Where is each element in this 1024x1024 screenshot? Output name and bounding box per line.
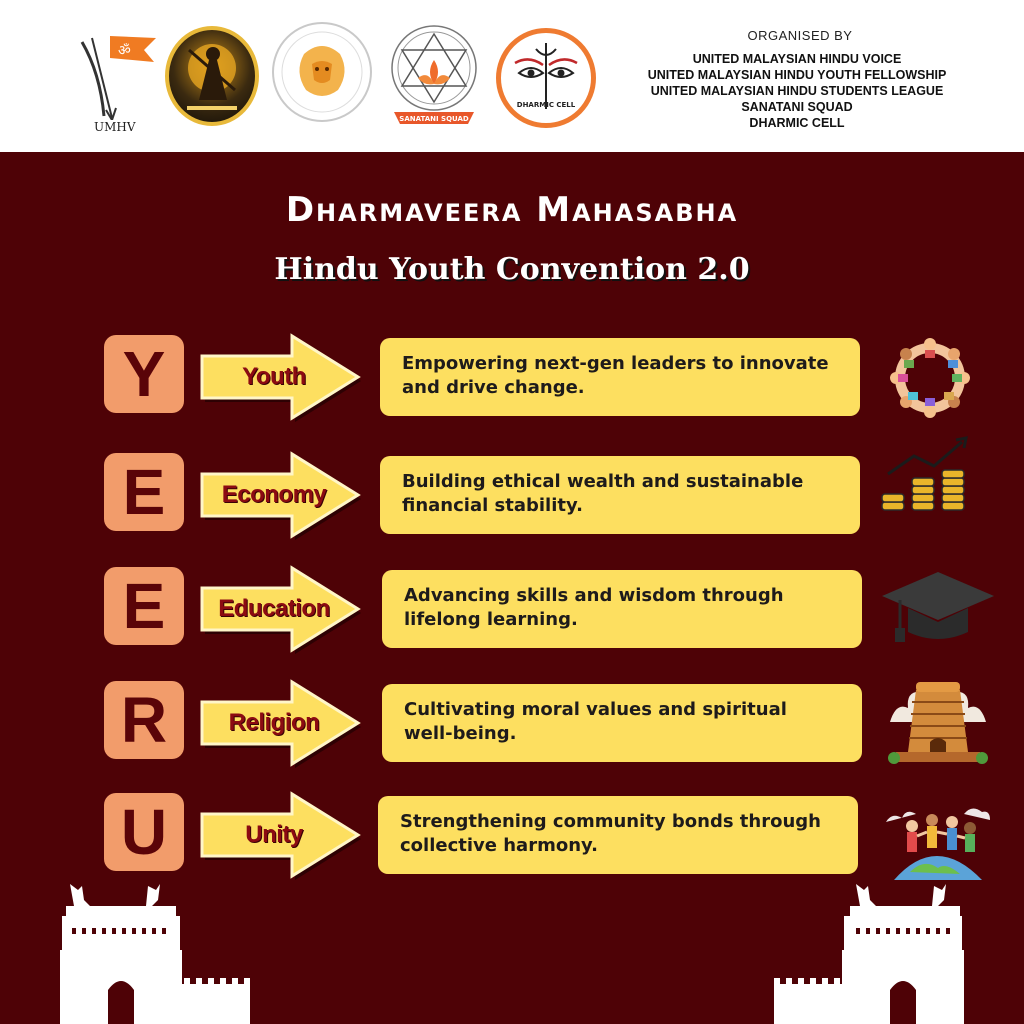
acronym-row [0,450,1024,540]
om-flag-bow-icon [70,28,160,120]
description-box: Empowering next-gen leaders to innovate and drive change. [380,338,860,416]
acronym-row [0,564,1024,654]
arrow-label: Unity [245,821,303,848]
people-globe-icon [880,792,990,882]
umhv-logo [70,28,160,138]
letter-tile: U [104,793,184,871]
organiser-list [612,51,982,131]
sanatani-squad-logo [384,20,484,132]
page-title: Dharmaveera Mahasabha [285,190,739,230]
coins-growth-icon [878,434,988,524]
acronym-row [0,332,1024,422]
graduation-cap-icon [880,568,990,658]
arrow-label: Education [218,595,330,622]
trishul-eyes-icon [501,33,591,123]
label-arrow [196,564,366,654]
organiser-name: SANATANI SQUAD [741,100,853,114]
organised-by-label: ORGANISED BY [747,28,853,43]
svg-text:DHARMIC CELL: DHARMIC CELL [516,101,576,109]
label-arrow [196,450,366,540]
arrow-label: Economy [221,481,327,508]
description-box: Advancing skills and wisdom through lifelong learning. [382,570,862,648]
svg-text:SANATANI SQUAD: SANATANI SQUAD [399,115,469,123]
arrow-label: Youth [242,363,306,390]
description-box: Cultivating moral values and spiritual well-being. [382,684,862,762]
organiser-name: DHARMIC CELL [749,116,845,130]
people-circle-icon [880,332,990,422]
letter-tile: E [104,453,184,531]
umhv-caption: UMHV [94,120,136,134]
gate-left-icon [60,884,250,1024]
label-arrow [196,332,366,422]
lion-emblem-icon [274,24,370,120]
dharmic-cell-logo [496,28,596,128]
page-subtitle: Hindu Youth Convention 2.0 [274,252,750,287]
letter-tile: R [104,681,184,759]
organiser-name: UNITED MALAYSIAN HINDU YOUTH FELLOWSHIP [647,68,947,82]
letter-tile: E [104,567,184,645]
description-box: Strengthening community bonds through collective harmony. [378,796,858,874]
label-arrow [196,678,366,768]
youth-fellowship-logo [165,26,259,126]
svg-text:ॐ: ॐ [118,43,131,59]
arrow-label: Religion [228,709,320,736]
acronym-row [0,790,1024,880]
temple-gopuram-icon [886,672,996,762]
acronym-row [0,678,1024,768]
gate-right-icon [774,884,964,1024]
warrior-emblem-icon [169,30,255,122]
organiser-name: UNITED MALAYSIAN HINDU STUDENTS LEAGUE [650,84,944,98]
description-box: Building ethical wealth and sustainable financial stability. [380,456,860,534]
students-league-logo [272,22,372,122]
header-banner [0,0,1024,152]
lotus-yantra-icon [384,20,484,132]
label-arrow [196,790,366,880]
organiser-name: UNITED MALAYSIAN HINDU VOICE [692,52,902,66]
letter-tile: Y [104,335,184,413]
